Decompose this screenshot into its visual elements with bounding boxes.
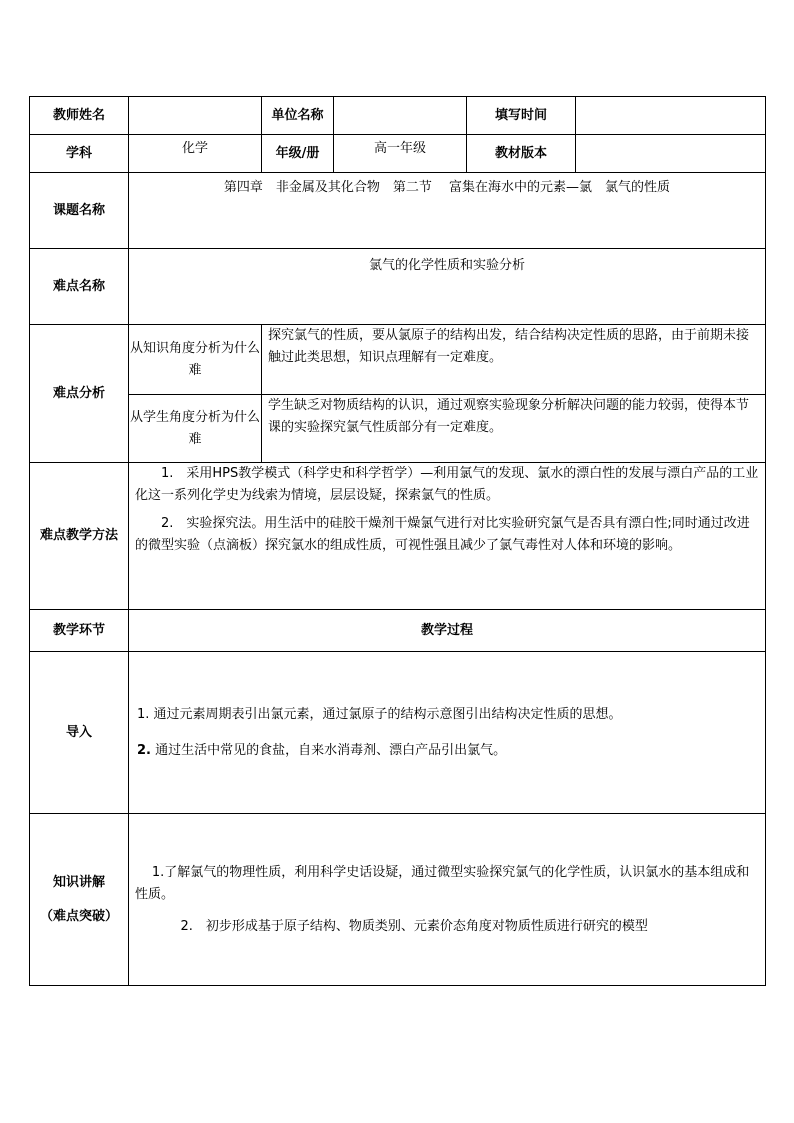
intro-label: 导入 — [30, 652, 129, 814]
method-cell — [129, 463, 766, 610]
difficulty-label: 难点名称 — [30, 249, 129, 325]
knowledge-label: 知识讲解 — [52, 874, 105, 890]
topic-row — [30, 173, 766, 249]
intro-item-2-number: 2. — [137, 742, 151, 758]
difficulty-value: 氯气的化学性质和实验分析 — [368, 258, 525, 273]
knowledge-item-1: 1.了解氯气的物理性质，利用科学史话设疑，通过微型实验探究氯气的化学性质，认识氯水的基本组成和性质。 — [135, 864, 750, 902]
fill-date-label: 填写时间 — [467, 97, 576, 135]
intro-cell — [129, 652, 766, 814]
difficulty-cell — [129, 249, 766, 325]
header-row-2 — [30, 135, 766, 173]
teacher-name-value — [129, 97, 262, 135]
subject-label: 学科 — [30, 135, 129, 173]
student-angle-cell — [262, 395, 766, 463]
method-item-2: 2. 实验探究法。用生活中的硅胶干燥剂干燥氯气进行对比实验研究氯气是否具有漂白性;同时通过改进的微型实验（点滴板）探究氯水的组成性质，可视性强且减少了氯气毒性对人体和环境的影响。 — [135, 516, 750, 553]
method-row — [30, 463, 766, 610]
difficulty-row — [30, 249, 766, 325]
lesson-plan-table — [29, 96, 766, 986]
method-label: 难点教学方法 — [30, 463, 129, 610]
student-angle-label: 从学生角度分析为什么难 — [129, 395, 262, 463]
grade-value: 高一年级 — [334, 135, 467, 173]
method-item-1: 1. 采用HPS教学模式（科学史和科学哲学）—利用氯气的发现、氯水的漂白性的发展与漂白产品的工业化这一系列化学史为线索为情境，层层设疑，探索氯气的性质。 — [135, 466, 759, 503]
knowledge-label-cell — [30, 814, 129, 986]
header-row-1 — [30, 97, 766, 135]
intro-item-2-text: 通过生活中常见的食盐，自来水消毒剂、漂白产品引出氯气。 — [150, 742, 507, 758]
unit-name-value — [334, 97, 467, 135]
analysis-row-student — [30, 395, 766, 463]
topic-cell — [129, 173, 766, 249]
process-header-row — [30, 610, 766, 652]
teacher-name-label: 教师姓名 — [30, 97, 129, 135]
knowledge-angle-label: 从知识角度分析为什么难 — [129, 325, 262, 395]
knowledge-angle-cell — [262, 325, 766, 395]
analysis-row-knowledge — [30, 325, 766, 395]
intro-row — [30, 652, 766, 814]
process-label: 教学过程 — [129, 610, 766, 652]
edition-label: 教材版本 — [467, 135, 576, 173]
knowledge-row — [30, 814, 766, 986]
grade-label: 年级/册 — [262, 135, 334, 173]
intro-item-1: 1. 通过元素周期表引出氯元素，通过氯原子的结构示意图引出结构决定性质的思想。 — [137, 706, 622, 722]
analysis-label: 难点分析 — [30, 325, 129, 463]
unit-name-label: 单位名称 — [262, 97, 334, 135]
knowledge-angle-text: 探究氯气的性质，要从氯原子的结构出发，结合结构决定性质的思路，由于前期未接触过此类思想，知识点理解有一定难度。 — [268, 328, 750, 365]
knowledge-sublabel: （难点突破） — [39, 908, 118, 924]
stage-label: 教学环节 — [30, 610, 129, 652]
edition-value — [576, 135, 766, 173]
knowledge-cell — [129, 814, 766, 986]
topic-value: 第四章 非金属及其化合物 第二节 富集在海水中的元素—氯 氯气的性质 — [223, 180, 671, 195]
fill-date-value — [576, 97, 766, 135]
student-angle-text: 学生缺乏对物质结构的认识，通过观察实验现象分析解决问题的能力较弱，使得本节课的实验探究氯气性质部分有一定难度。 — [268, 398, 750, 435]
subject-value: 化学 — [129, 135, 262, 173]
intro-item-2 — [129, 740, 765, 762]
knowledge-item-2: 2. 初步形成基于原子结构、物质类别、元素价态角度对物质性质进行研究的模型 — [180, 918, 648, 934]
topic-label: 课题名称 — [30, 173, 129, 249]
